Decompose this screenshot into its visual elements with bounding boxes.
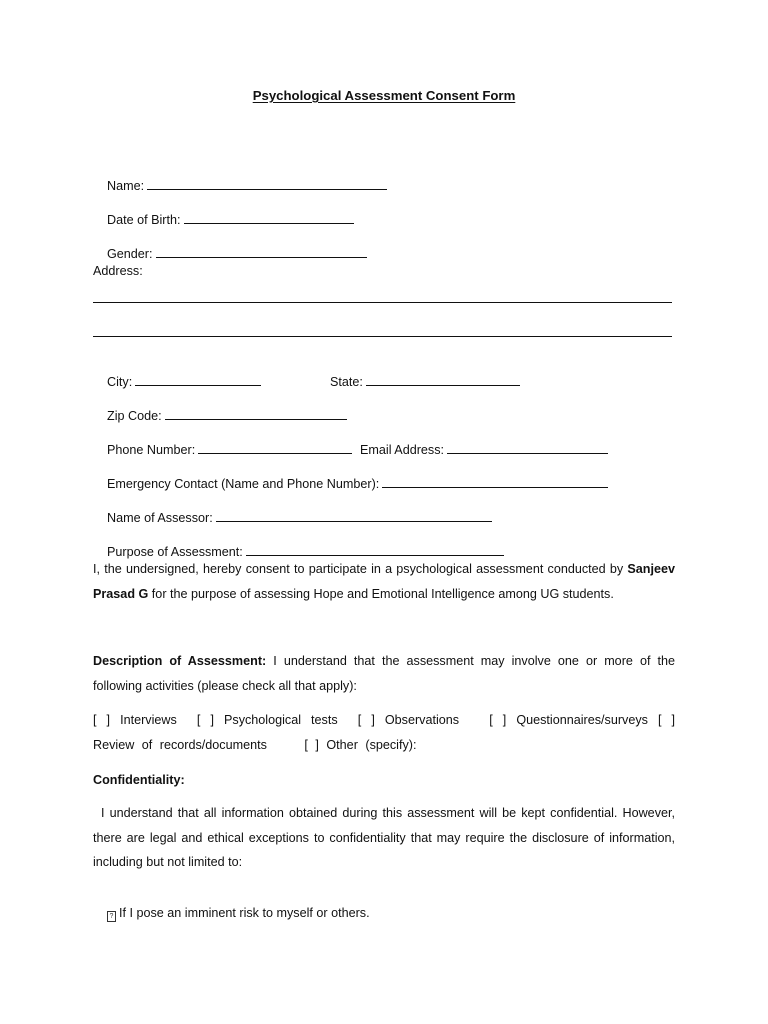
name-label: Name:: [107, 179, 145, 193]
address-line-1[interactable]: [93, 302, 672, 303]
option-other[interactable]: [ ] Other (specify):: [304, 737, 417, 752]
gender-blank[interactable]: [156, 245, 367, 258]
confidentiality-heading: Confidentiality:: [93, 773, 185, 787]
bullet-text-1: If I pose an imminent risk to myself or others.: [119, 906, 370, 920]
option-questionnaires[interactable]: [ ] Questionnaires/surveys: [489, 713, 648, 727]
consent-text-after: for the purpose of assessing Hope and Emotional Intelligence among UG students.: [148, 586, 614, 601]
consent-text-before: I, the undersigned, hereby consent to participate in a psychological assessment conducted by: [93, 562, 628, 576]
phone-blank[interactable]: [198, 441, 352, 454]
option-observations[interactable]: [ ] Observations: [357, 713, 460, 727]
description-heading: Description of Assessment:: [93, 654, 267, 668]
dob-blank[interactable]: [184, 211, 354, 224]
emergency-label: Emergency Contact (Name and Phone Number):: [107, 477, 380, 491]
city-label: City:: [107, 375, 133, 389]
confidentiality-paragraph: I understand that all information obtained during this assessment will be kept confidential. However, there are legal and ethical exceptions to confidentiality that may require the disclosure of information, including but not limited to:: [93, 806, 675, 869]
option-records[interactable]: [ ] Review of records/documents: [93, 713, 676, 752]
conductor-name: Sanjeev Prasad G: [93, 562, 675, 601]
zip-blank[interactable]: [165, 407, 347, 420]
gender-label: Gender:: [107, 247, 153, 261]
phone-label: Phone Number:: [107, 443, 196, 457]
city-blank[interactable]: [135, 373, 261, 386]
address-label: Address:: [93, 264, 143, 278]
form-title: Psychological Assessment Consent Form: [252, 88, 516, 103]
address-line-2[interactable]: [93, 336, 672, 337]
emergency-blank[interactable]: [382, 475, 608, 488]
purpose-label: Purpose of Assessment:: [107, 545, 243, 559]
assessor-blank[interactable]: [216, 509, 492, 522]
state-blank[interactable]: [366, 373, 520, 386]
email-label: Email Address:: [360, 443, 444, 457]
bullet-item-1: [93, 889, 370, 938]
zip-label: Zip Code:: [107, 409, 162, 423]
option-interviews[interactable]: [ ] Interviews: [93, 713, 177, 727]
option-tests[interactable]: [ ] Psychological tests: [196, 713, 338, 727]
activity-options: [93, 708, 675, 757]
description-text: I understand that the assessment may involve one or more of the following activities (please check all that apply):: [93, 654, 676, 693]
bullet-box-icon: ?: [107, 911, 116, 922]
dob-label: Date of Birth:: [107, 213, 181, 227]
purpose-blank[interactable]: [246, 543, 504, 556]
description-paragraph: [93, 649, 675, 698]
state-label: State:: [330, 375, 363, 389]
email-blank[interactable]: [447, 441, 608, 454]
consent-paragraph: [93, 557, 675, 606]
assessor-label: Name of Assessor:: [107, 511, 213, 525]
name-blank[interactable]: [147, 177, 387, 190]
